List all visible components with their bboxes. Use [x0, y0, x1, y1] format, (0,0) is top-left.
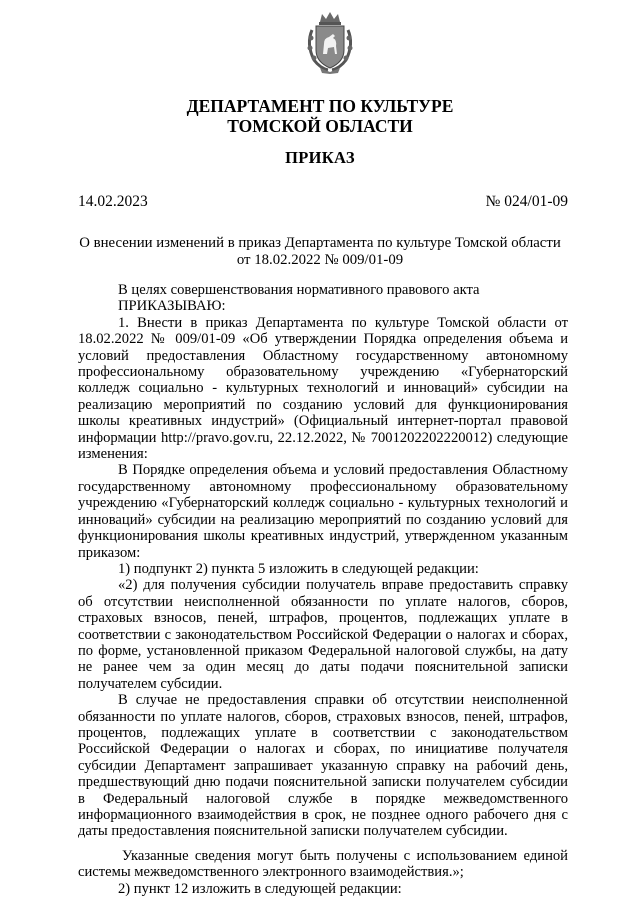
paragraph-subitem-1: 1) подпункт 2) пункта 5 изложить в следующей редакции: [118, 560, 479, 577]
paragraph-no-certificate: В случае не предоставления справки об отсутствии неисполненной обязанности по уплате налогов, сборов, страховых взносов, пеней, штрафов, процентов, подлежащих уплате в соответствии с законодательством Российской Федерации о налогах и сборах, по инициативе получателя субсидии Департамент запрашивает указанную справку на рабочий день, предшествующий дню подачи пояснительной записки получателем субсидии в Федеральный налоговой службе в порядке межведомственного информационного взаимодействия в срок, не позднее одного рабочего дня с даты предоставления пояснительной записки получателем субсидии. [78, 692, 568, 840]
paragraph-subitem-2: 2) пункт 12 изложить в следующей редакции: [118, 880, 402, 897]
paragraph-procedure: В Порядке определения объема и условий предоставления Областному государственному автономному профессиональному образовательному учреждению «Губернаторский колледж социально - культурных технологий и инноваций» субсидии на реализацию мероприятий по созданию условий для функционирования школы креативных индустрий, утвержденном указанным приказом: [78, 462, 568, 561]
paragraph-item-1: 1. Внести в приказ Департамента по культуре Томской области от 18.02.2022 № 009/01-09 «Об утверждении Порядка определения объема и условий предоставления Областному государственному автономному профессиональному образовательному учреждению «Губернаторский колледж социально - культурных технологий и инноваций» субсидии на реализацию мероприятий по созданию условий для функционирования школы креативных индустрий» (Официальный интернет-портал правовой информации http://pravo.gov.ru, 22.12.2022, № 7001202202220012) следующие изменения: [78, 314, 568, 463]
order-subject [0, 235, 640, 269]
subject-line-1: О внесении изменений в приказ Департамента по культуре Томской области [79, 235, 561, 251]
order-body [78, 282, 568, 897]
department-name [0, 96, 640, 136]
order-date: 14.02.2023 [78, 193, 148, 210]
paragraph-order-word: ПРИКАЗЫВАЮ: [118, 298, 226, 315]
paragraph-quote-2: «2) для получения субсидии получатель вправе предоставить справку об отсутствии неисполненной обязанности по уплате налогов, сборов, страховых взносов, пеней, штрафов, процентов, подлежащих уплате в соответствии с законодательством Российской Федерации о налогах и сборах, по форме, установленной приказом Федеральной налоговой службы, на дату не ранее чем за один месяц до даты подачи пояснительной записки получателем субсидии. [78, 577, 568, 692]
subject-line-2: от 18.02.2022 № 009/01-09 [236, 252, 404, 268]
paragraph-preamble: В целях совершенствования нормативного правового акта [118, 282, 480, 298]
department-line-1: ДЕПАРТАМЕНТ ПО КУЛЬТУРЕ [186, 96, 454, 116]
department-line-2: ТОМСКОЙ ОБЛАСТИ [227, 116, 413, 136]
order-title: ПРИКАЗ [285, 148, 355, 167]
order-number: № 024/01-09 [485, 193, 568, 210]
tomsk-coat-of-arms-icon [302, 10, 358, 74]
paragraph-info-exchange: Указанные сведения могут быть получены с использованием единой системы межведомственного электронного взаимодействия.»; [78, 847, 568, 881]
